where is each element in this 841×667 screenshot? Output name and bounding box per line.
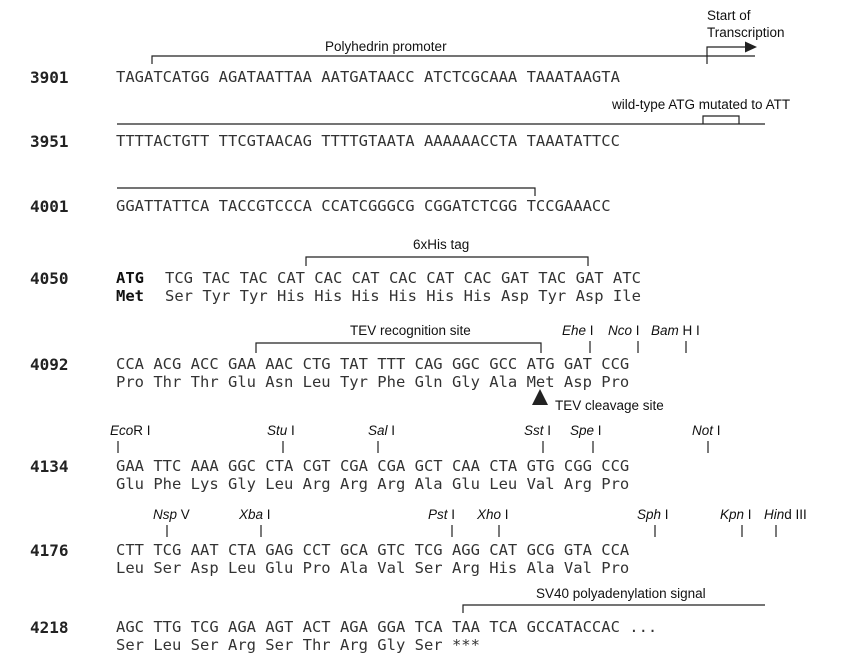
nucleotides-4218: AGC TTG TCG AGA AGT ACT AGA GGA TCA TAA TCA GCCATACCAC ...	[116, 618, 658, 636]
hind-site-label: Hind III	[764, 507, 807, 522]
his-tag-label: 6xHis tag	[413, 237, 470, 252]
tev-site-bracket	[256, 343, 541, 353]
tev-cleavage-arrowhead	[532, 389, 548, 405]
kpn-site-label: Kpn I	[720, 507, 752, 522]
sequence-4001: GGATTATTCA TACCGTCCCA CCATCGGGCG CGGATCTCGG TCCGAAACC	[116, 197, 611, 215]
nucleotides-4176: CTT TCG AAT CTA GAG CCT GCA GTC TCG AGG CAT GCG GTA CCA	[116, 541, 630, 559]
eco-site-label: EcoR I	[110, 423, 151, 438]
pst-site-label: Pst I	[428, 507, 456, 522]
xho-site-label: Xho I	[477, 507, 509, 522]
bam-site-label: Bam H I	[651, 323, 700, 338]
sv40-bracket	[463, 605, 765, 613]
sst-site-label: Sst I	[524, 423, 552, 438]
atg-mutation-bracket	[703, 116, 739, 124]
nucleotides-4092: CCA ACG ACC GAA AAC CTG TAT TTT CAG GGC GCC ATG GAT CCG	[116, 355, 630, 373]
sequence-3901: TAGATCATGG AGATAATTAA AATGATAACC ATCTCGCAAA TAAATAAGTA	[116, 68, 620, 86]
amino-acids-4218: Ser Leu Ser Arg Ser Thr Arg Gly Ser ***	[116, 636, 480, 654]
tev-cleavage-label: TEV cleavage site	[555, 398, 664, 413]
stu-site-label: Stu I	[267, 423, 295, 438]
position-4218: 4218	[30, 618, 69, 637]
nsp-site-label: Nsp V	[153, 507, 190, 522]
polyhedrin-promoter-label: Polyhedrin promoter	[325, 39, 447, 54]
position-4050: 4050	[30, 269, 69, 288]
spe-site-label: Spe I	[570, 423, 602, 438]
ehe-site-label: Ehe I	[562, 323, 594, 338]
promoter-line-4001	[117, 188, 535, 196]
sal-site-label: Sal I	[368, 423, 396, 438]
position-4001: 4001	[30, 197, 69, 216]
amino-acids-4176: Leu Ser Asp Leu Glu Pro Ala Val Ser Arg His Ala Val Pro	[116, 559, 630, 577]
transcription-label: Transcription	[707, 25, 785, 40]
not-site-label: Not I	[692, 423, 721, 438]
atg-mutation-label: wild-type ATG mutated to ATT	[612, 97, 791, 112]
position-4176: 4176	[30, 541, 69, 560]
nco-site-label: Nco I	[608, 323, 640, 338]
his-tag-bracket	[306, 257, 588, 266]
start-of-label: Start of	[707, 8, 751, 23]
position-4092: 4092	[30, 355, 69, 374]
start-amino-acid: Met	[116, 287, 144, 305]
sph-site-label: Sph I	[637, 507, 669, 522]
position-3901: 3901	[30, 68, 69, 87]
nucleotides-4050: TCG TAC TAC CAT CAC CAT CAC CAT CAC GAT TAC GAT ATC	[165, 269, 641, 287]
polyhedrin-promoter-bracket	[152, 56, 755, 64]
xba-site-label: Xba I	[239, 507, 271, 522]
start-codon: ATG	[116, 269, 144, 287]
transcription-arrowhead	[745, 42, 757, 53]
sequence-3951: TTTTACTGTT TTCGTAACAG TTTTGTAATA AAAAAACCTA TAAATATTCC	[116, 132, 620, 150]
sv40-label: SV40 polyadenylation signal	[536, 586, 706, 601]
position-3951: 3951	[30, 132, 69, 151]
position-4134: 4134	[30, 457, 69, 476]
amino-acids-4050: Ser Tyr Tyr His His His His His His Asp Tyr Asp Ile	[165, 287, 641, 305]
amino-acids-4134: Glu Phe Lys Gly Leu Arg Arg Arg Ala Glu Leu Val Arg Pro	[116, 475, 630, 493]
nucleotides-4134: GAA TTC AAA GGC CTA CGT CGA CGA GCT CAA CTA GTG CGG CCG	[116, 457, 630, 475]
amino-acids-4092: Pro Thr Thr Glu Asn Leu Tyr Phe Gln Gly Ala Met Asp Pro	[116, 373, 630, 391]
tev-site-label: TEV recognition site	[350, 323, 471, 338]
